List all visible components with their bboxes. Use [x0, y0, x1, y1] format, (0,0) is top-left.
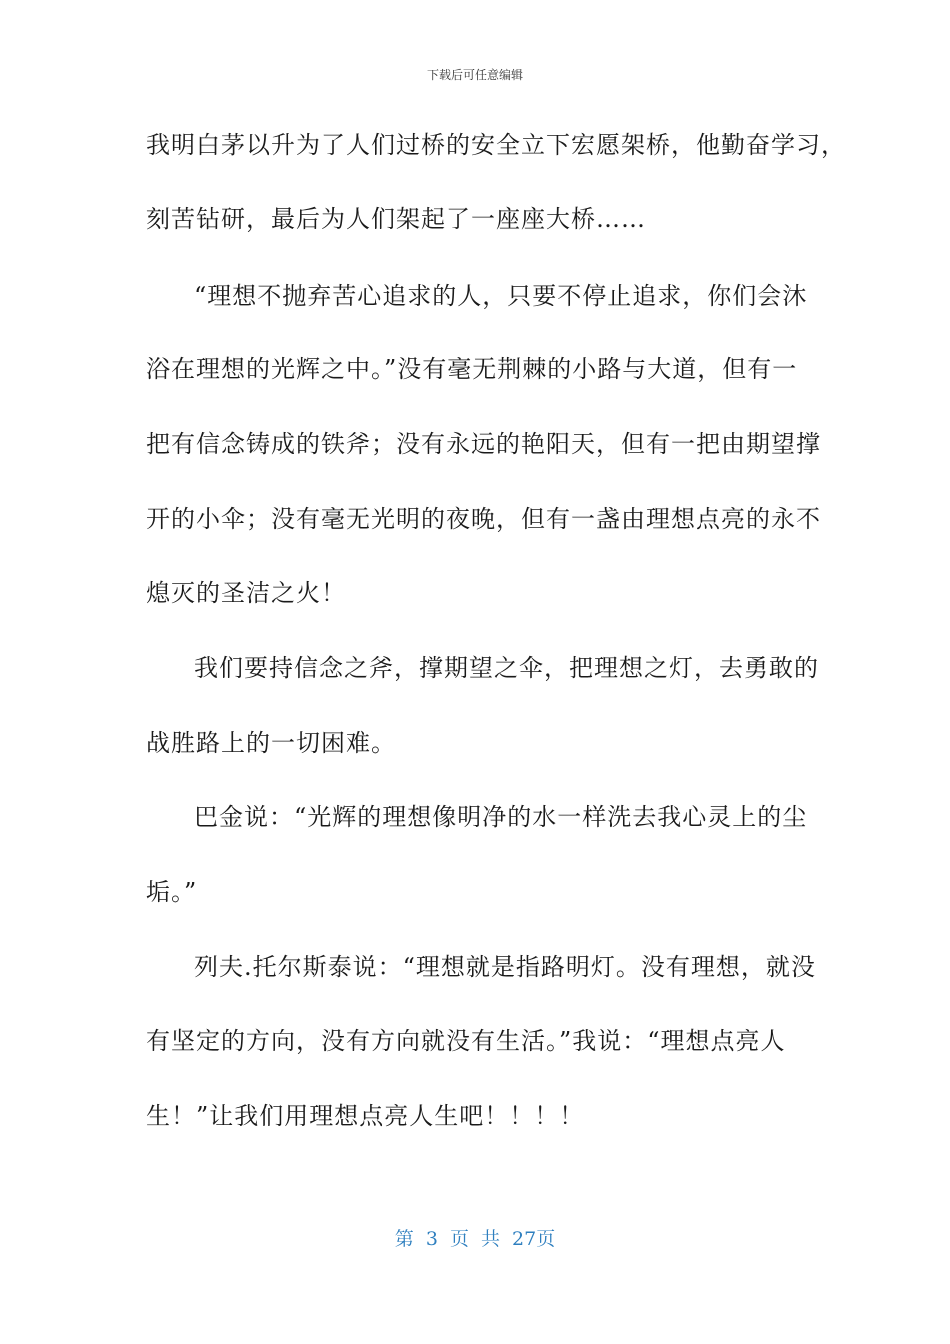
text-line: 熄灭的圣洁之火！ [146, 579, 346, 607]
text-line: 战胜路上的一切困难。 [146, 729, 396, 757]
text-line: 我们要持信念之斧，撑期望之伞，把理想之灯，去勇敢的 [194, 654, 819, 682]
page-header: 下载后可任意编辑 [426, 68, 523, 82]
text-line: 有坚定的方向，没有方向就没有生活。”我说：“理想点亮人 [146, 1027, 786, 1055]
text-line: 开的小伞；没有毫无光明的夜晚，但有一盏由理想点亮的永不 [146, 505, 821, 533]
text-line: 巴金说：“光辉的理想像明净的水一样洗去我心灵上的尘 [194, 803, 808, 831]
text-line: 刻苦钻研，最后为人们架起了一座座大桥…… [146, 205, 646, 233]
text-line: “理想不抛弃苦心追求的人，只要不停止追求，你们会沐 [194, 282, 808, 310]
text-line: 我明白茅以升为了人们过桥的安全立下宏愿架桥，他勤奋学习， [146, 131, 846, 159]
text-line: 垢。” [146, 878, 198, 906]
page-number-footer: 第 3 页 共 27页 [394, 1228, 556, 1250]
text-line: 把有信念铸成的铁斧；没有永远的艳阳天，但有一把由期望撑 [146, 430, 821, 458]
text-line: 浴在理想的光辉之中。”没有毫无荆棘的小路与大道，但有一 [146, 355, 798, 383]
text-line: 生！”让我们用理想点亮人生吧！！！！ [146, 1102, 585, 1130]
text-line: 列夫.托尔斯泰说：“理想就是指路明灯。没有理想，就没 [194, 953, 816, 981]
